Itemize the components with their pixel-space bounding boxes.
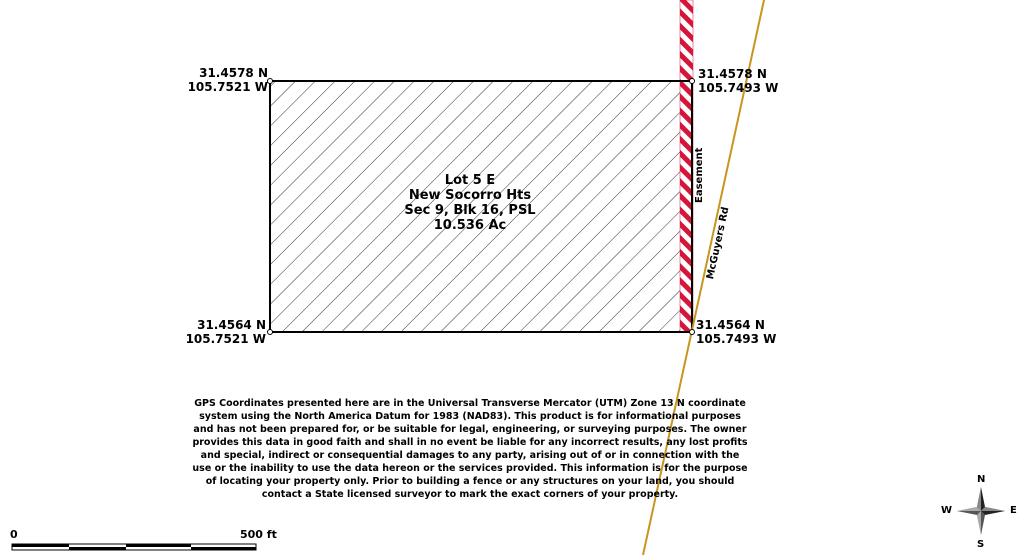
easement-label: Easement xyxy=(694,147,705,203)
corner-marker-sw xyxy=(268,330,273,335)
compass-n-label: N xyxy=(977,474,986,485)
compass-w-label: W xyxy=(941,505,953,516)
corner-sw-lat: 31.4564 N xyxy=(197,318,266,332)
corner-nw-lon: 105.7521 W xyxy=(187,80,268,94)
road-label: McGuyers Rd xyxy=(705,205,732,281)
compass-rose xyxy=(957,487,1005,535)
lot-name: Lot 5 E xyxy=(444,173,496,188)
corner-label-sw xyxy=(166,318,266,346)
compass-s-label: S xyxy=(977,539,985,550)
corner-label-se xyxy=(696,318,776,346)
scale-start-label: 0 xyxy=(10,528,18,541)
lot-subdivision: New Socorro Hts xyxy=(408,188,532,203)
compass-e-label: E xyxy=(1010,505,1017,516)
corner-se-lon: 105.7493 W xyxy=(696,332,777,346)
lot-section-block: Sec 9, Blk 16, PSL xyxy=(404,203,536,218)
scale-bar xyxy=(12,544,256,550)
lot-acreage: 10.536 Ac xyxy=(433,218,507,233)
corner-label-nw xyxy=(168,66,268,94)
corner-marker-nw xyxy=(268,79,273,84)
corner-label-ne xyxy=(698,67,778,95)
corner-se-lat: 31.4564 N xyxy=(696,318,765,332)
scale-end-label: 500 ft xyxy=(240,528,277,541)
corner-nw-lat: 31.4578 N xyxy=(199,66,268,80)
corner-marker-ne xyxy=(690,79,695,84)
lot-description xyxy=(370,173,570,233)
corner-marker-se xyxy=(690,330,695,335)
corner-ne-lat: 31.4578 N xyxy=(698,67,767,81)
disclaimer-text: GPS Coordinates presented here are in the Universal Transverse Mercator (UTM) Zone 13 N coordinate system using the North America Datum for 1983 (NAD83). This product is for informational purposes and has not been prepared for, or be suitable for legal, engineering, or surveying purposes. The owner provides this data in good faith and shall in no event be liable for any incorrect results, any lost profits and special, indirect or consequential damages to any party, arising out of or in connection with the use or the inability to use the data hereon or the services provided. This information is for the purpose of locating your property only. Prior to building a fence or any structures on your land, you should contact a State licensed surveyor to mark the exact corners of your property. xyxy=(192,398,748,500)
corner-sw-lon: 105.7521 W xyxy=(185,332,266,346)
corner-ne-lon: 105.7493 W xyxy=(698,81,779,95)
